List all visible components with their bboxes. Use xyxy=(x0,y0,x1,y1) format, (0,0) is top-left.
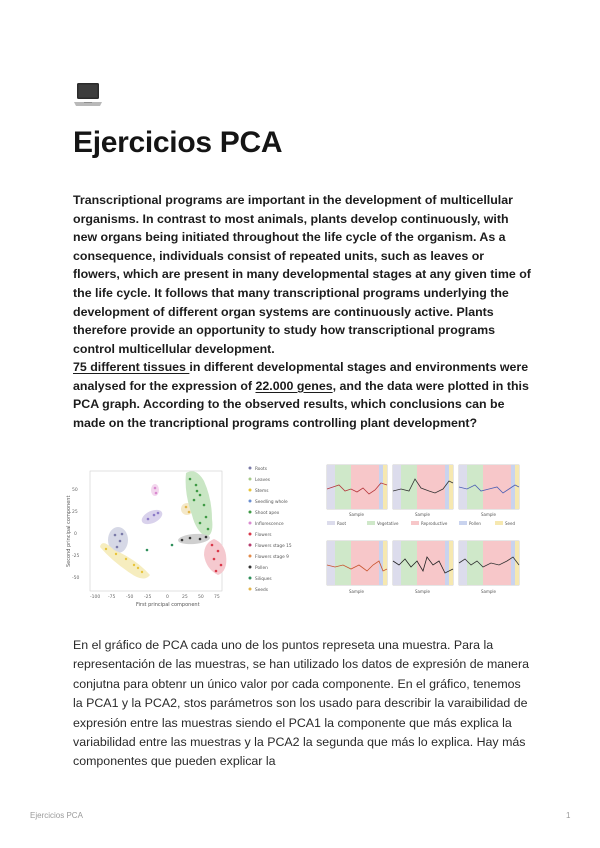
y-tick: 25 xyxy=(72,510,78,515)
timeline-figure xyxy=(311,461,527,599)
panel-label: Sample xyxy=(481,589,496,594)
x-tick: 75 xyxy=(214,595,220,600)
legend-entry: Reproductive xyxy=(421,521,448,526)
y-tick: 0 xyxy=(74,532,77,537)
x-tick: -25 xyxy=(144,595,152,600)
x-tick: -75 xyxy=(108,595,116,600)
x-axis-label: First principal component xyxy=(136,602,200,608)
footer-title: Ejercicios PCA xyxy=(30,811,83,820)
laptop-icon xyxy=(73,80,103,110)
legend-entry: Vegetative xyxy=(377,521,399,526)
genes-link[interactable]: 22.000 genes xyxy=(255,378,333,393)
y-tick: -25 xyxy=(72,554,80,559)
legend-entry: Leaves xyxy=(255,478,271,483)
x-tick: -100 xyxy=(90,595,101,600)
panel-label: Sample xyxy=(415,512,430,517)
y-tick: 50 xyxy=(72,488,78,493)
x-tick: 50 xyxy=(198,595,204,600)
tissues-link[interactable]: 75 different tissues xyxy=(73,360,190,374)
panel-2 xyxy=(393,465,453,509)
page-number: 1 xyxy=(566,811,571,820)
legend-entry: Roots xyxy=(255,467,267,472)
legend-entry: Root xyxy=(337,521,347,526)
y-axis-label: Second principal component xyxy=(66,495,72,567)
panel-label: Sample xyxy=(349,589,364,594)
panel-label: Sample xyxy=(415,589,430,594)
legend-entry: Seed xyxy=(505,521,515,526)
x-tick: -50 xyxy=(126,595,134,600)
panel-1 xyxy=(327,465,387,509)
legend-entry: Inflorescence xyxy=(255,522,284,527)
legend-entry: Pollen xyxy=(255,566,268,571)
panel-label: Sample xyxy=(349,512,364,517)
answer-paragraph: En el gráfico de PCA cada uno de los puntos represeta una muestra. Para la representación de las muestras, se han utilizado los datos de expresión de manera conjutna para obtenr un único valor por cada componente. En el gráfico, tenemos la PCA1 y la PCA2, stos parámetros son los usado para describir la varaibilidad de expresión entre las muestras siendo el PCA1 la componente que más explica la variabilidad entre las muestras y la PCA2 la segunda que más lo explica. Hay más componentes que pueden explicar la xyxy=(73,638,529,769)
x-tick: 0 xyxy=(166,595,169,600)
legend-entry: Flowers xyxy=(255,533,272,538)
legend-entry: Seeds xyxy=(255,588,268,593)
legend-entry: Pollen xyxy=(469,521,481,526)
legend-entry: Flowers stage 15 xyxy=(255,544,292,549)
legend-entry: Flowers stage 9 xyxy=(255,555,289,560)
intro-paragraph: Transcriptional programs are important in the development of multicellular organisms. In contrast to most animals, plants develop continuously, with new organs being initiated throughout the life cycle of the organism. As a consequence, individuals consist of repeated units, such as leaves or flowers, which are present in many developmental stages at any given time of the life cycle. It follows that many transcriptional programs underlying the development of different organ systems are continuously active. Plants therefore provide an opportunity to study how transcriptional programs control multicellular development. xyxy=(73,193,531,356)
x-tick: 25 xyxy=(182,595,188,600)
legend-entry: Seedling whole xyxy=(255,500,288,505)
legend-entry: Siliques xyxy=(255,577,272,582)
y-tick: -50 xyxy=(72,576,80,581)
pca-figure xyxy=(66,455,294,610)
question-text-1: in different developmental stages and environments were analysed for the expression of xyxy=(73,360,529,393)
question-text-2: , and the data were plotted in this PCA graph. According to the observed results, which conclusions can be made on the trancriptional programs controlling plant development? xyxy=(73,378,529,430)
panel-4 xyxy=(327,541,387,585)
panel-label: Sample xyxy=(481,512,496,517)
legend-entry: Stems xyxy=(255,489,269,494)
legend-entry: Shoot apex xyxy=(255,511,280,516)
panel-5 xyxy=(393,541,453,585)
question-paragraph xyxy=(73,358,533,432)
page-title: Ejercicios PCA xyxy=(73,126,283,159)
panel-6 xyxy=(459,541,519,585)
panel-3 xyxy=(459,465,519,509)
